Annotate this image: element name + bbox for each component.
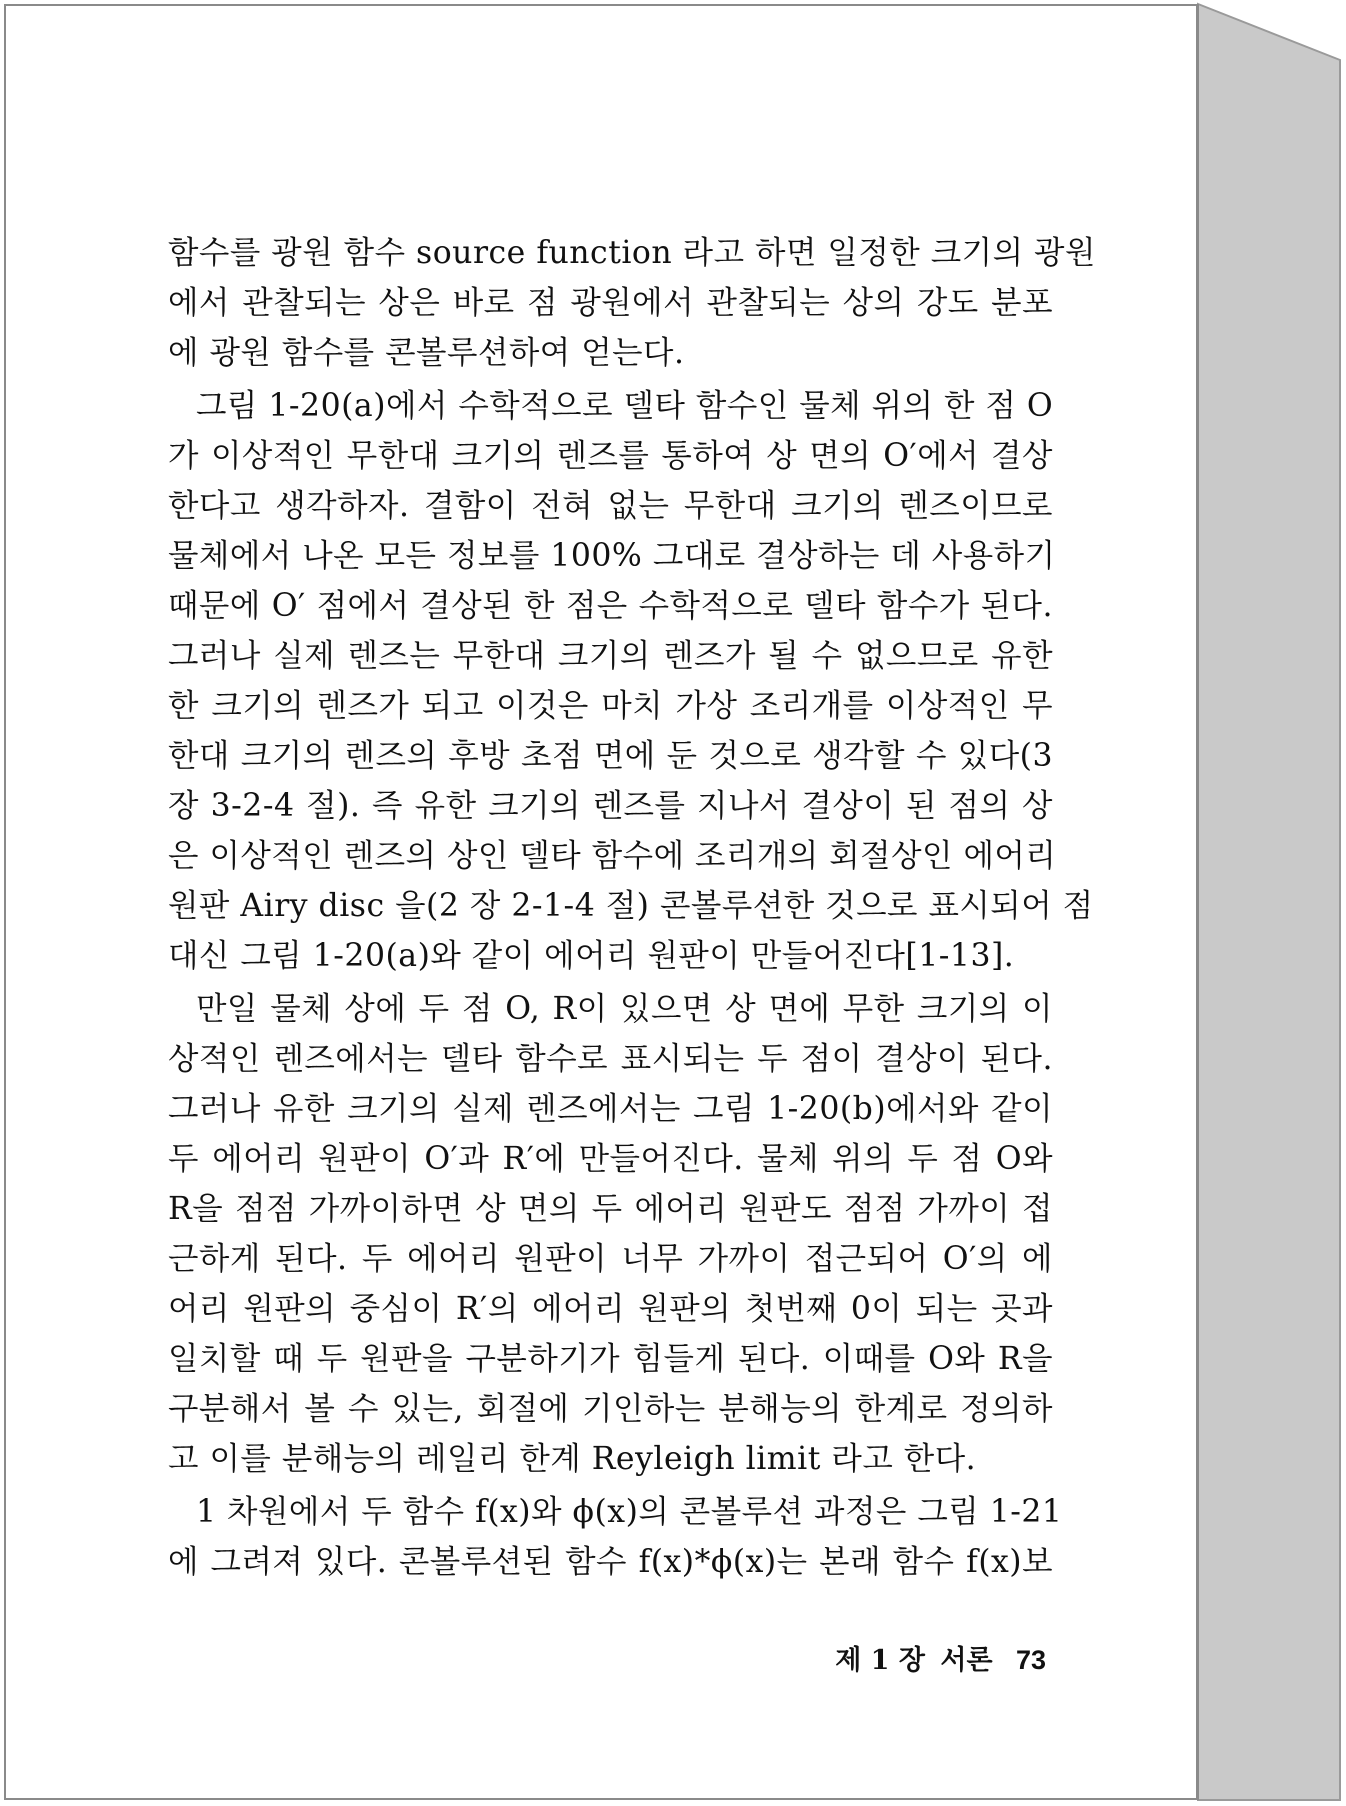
text-line: 고 이를 분해능의 레일리 한계 Reyleigh limit 라고 한다. bbox=[168, 1441, 977, 1477]
text-line: 은 이상적인 렌즈의 상인 델타 함수에 조리개의 회절상인 에어리 bbox=[168, 838, 1057, 874]
text-line: 구분해서 볼 수 있는, 회절에 기인하는 분해능의 한계로 정의하 bbox=[168, 1391, 1053, 1427]
text-line: 두 에어리 원판이 O′과 R′에 만들어진다. 물체 위의 두 점 O와 bbox=[168, 1141, 1053, 1177]
body-text bbox=[168, 228, 1096, 1587]
paragraph bbox=[168, 1487, 1063, 1587]
text-line: 1 차원에서 두 함수 f(x)와 ϕ(x)의 콘볼루션 과정은 그림 1-21 bbox=[196, 1494, 1063, 1530]
chapter-title: 서론 bbox=[940, 1645, 993, 1676]
text-line: 함수를 광원 함수 source function 라고 하면 일정한 크기의 광원 bbox=[168, 235, 1096, 271]
text-line: 어리 원판의 중심이 R′의 에어리 원판의 첫번째 0이 되는 곳과 bbox=[168, 1291, 1053, 1327]
text-line: 원판 Airy disc 을(2 장 2-1-4 절) 콘볼루션한 것으로 표시되어 점 bbox=[168, 888, 1094, 924]
text-line: 대신 그림 1-20(a)와 같이 에어리 원판이 만들어진다[1-13]. bbox=[168, 938, 1015, 974]
page-footer bbox=[829, 1638, 1046, 1677]
text-line: 근하게 된다. 두 에어리 원판이 너무 가까이 접근되어 O′의 에 bbox=[168, 1241, 1053, 1277]
text-line: 그러나 유한 크기의 실제 렌즈에서는 그림 1-20(b)에서와 같이 bbox=[168, 1091, 1053, 1127]
text-line: 한다고 생각하자. 결함이 전혀 없는 무한대 크기의 렌즈이므로 bbox=[168, 488, 1053, 524]
text-line: 일치할 때 두 원판을 구분하기가 힘들게 된다. 이때를 O와 R을 bbox=[168, 1341, 1053, 1377]
paragraph bbox=[168, 381, 1094, 981]
text-line: 장 3-2-4 절). 즉 유한 크기의 렌즈를 지나서 결상이 된 점의 상 bbox=[168, 788, 1053, 824]
chapter-label: 제 1 장 bbox=[835, 1645, 925, 1676]
text-line: 에 광원 함수를 콘볼루션하여 얻는다. bbox=[168, 335, 685, 371]
text-line: 때문에 O′ 점에서 결상된 한 점은 수학적으로 델타 함수가 된다. bbox=[168, 588, 1053, 624]
paragraph bbox=[168, 984, 1053, 1484]
text-line: 한 크기의 렌즈가 되고 이것은 마치 가상 조리개를 이상적인 무 bbox=[168, 688, 1053, 724]
text-line: 상적인 렌즈에서는 델타 함수로 표시되는 두 점이 결상이 된다. bbox=[168, 1041, 1053, 1077]
paragraph bbox=[168, 228, 1096, 378]
text-line: 만일 물체 상에 두 점 O, R이 있으면 상 면에 무한 크기의 이 bbox=[196, 991, 1053, 1027]
text-line: 물체에서 나온 모든 정보를 100% 그대로 결상하는 데 사용하기 bbox=[168, 538, 1056, 574]
text-line: 그림 1-20(a)에서 수학적으로 델타 함수인 물체 위의 한 점 O bbox=[196, 388, 1054, 424]
text-line: 한대 크기의 렌즈의 후방 초점 면에 둔 것으로 생각할 수 있다(3 bbox=[168, 738, 1053, 774]
text-line: 가 이상적인 무한대 크기의 렌즈를 통하여 상 면의 O′에서 결상 bbox=[168, 438, 1053, 474]
text-line: 에 그려져 있다. 콘볼루션된 함수 f(x)*ϕ(x)는 본래 함수 f(x)보 bbox=[168, 1544, 1053, 1580]
page-number: 73 bbox=[1015, 1645, 1046, 1675]
text-line: R을 점점 가까이하면 상 면의 두 에어리 원판도 점점 가까이 접 bbox=[168, 1191, 1053, 1227]
text-line: 그러나 실제 렌즈는 무한대 크기의 렌즈가 될 수 없으므로 유한 bbox=[168, 638, 1053, 674]
text-line: 에서 관찰되는 상은 바로 점 광원에서 관찰되는 상의 강도 분포 bbox=[168, 285, 1053, 321]
